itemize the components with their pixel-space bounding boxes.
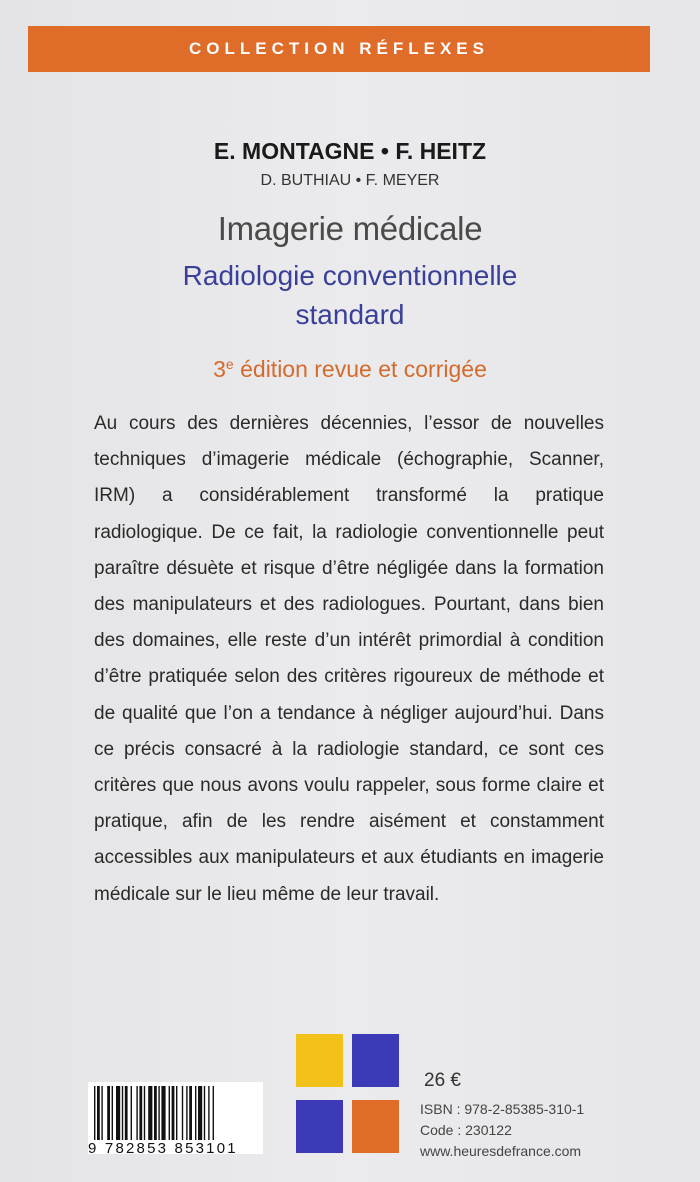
back-cover-blurb: Au cours des dernières décennies, l’essor de nouvelles techniques d’imagerie médicale (échographie, Scanner, IRM) a considérablement transformé la pratique radiologique. De ce fait, la radiologie conventionnelle peut paraître désuète et risque d’être négligée dans la formation des manipulateurs et des radiologues. Pourtant, dans bien des domaines, elle reste d’un intérêt primordial à condition d’être pratiquée selon des critères rigoureux de méthode et de qualité que l’on a tendance à négliger aujourd’hui. Dans ce précis consacré à la radiologie standard, ce sont ces critères que nous avons voulu rappeler, sous forme claire et pratique, afin de les rendre aisément et constamment accessibles aux manipulateurs et aux étudiants en imagerie médicale sur le lieu même de leur travail. xyxy=(94,413,604,905)
edition-statement xyxy=(0,356,700,383)
subtitle-line-1: Radiologie conventionnelle xyxy=(182,260,518,291)
price: 26 € xyxy=(424,1070,461,1091)
publisher-website: www.heuresdefrance.com xyxy=(420,1143,582,1159)
barcode-bars xyxy=(88,1082,263,1142)
isbn-text: ISBN : 978-2-85385-310-1 xyxy=(420,1101,585,1117)
book-subtitle xyxy=(0,256,700,334)
collection-banner xyxy=(28,26,650,72)
edition-text: édition revue et corrigée xyxy=(233,356,487,382)
logo-square-yellow xyxy=(296,1034,343,1087)
logo-square-blue-top xyxy=(352,1034,399,1087)
edition-superscript: e xyxy=(225,356,234,372)
book-title: Imagerie médicale xyxy=(217,210,483,247)
barcode-number: 9 782853 853101 xyxy=(88,1140,238,1157)
collection-name: COLLECTION RÉFLEXES xyxy=(189,39,489,58)
product-code: Code : 230122 xyxy=(420,1122,512,1138)
logo-square-blue-bottom xyxy=(296,1100,343,1153)
edition-number: 3 xyxy=(213,356,226,382)
secondary-authors: D. BUTHIAU • F. MEYER xyxy=(260,172,440,189)
subtitle-line-2: standard xyxy=(295,299,405,330)
logo-square-orange xyxy=(352,1100,399,1153)
main-authors: E. MONTAGNE • F. HEITZ xyxy=(213,138,487,164)
